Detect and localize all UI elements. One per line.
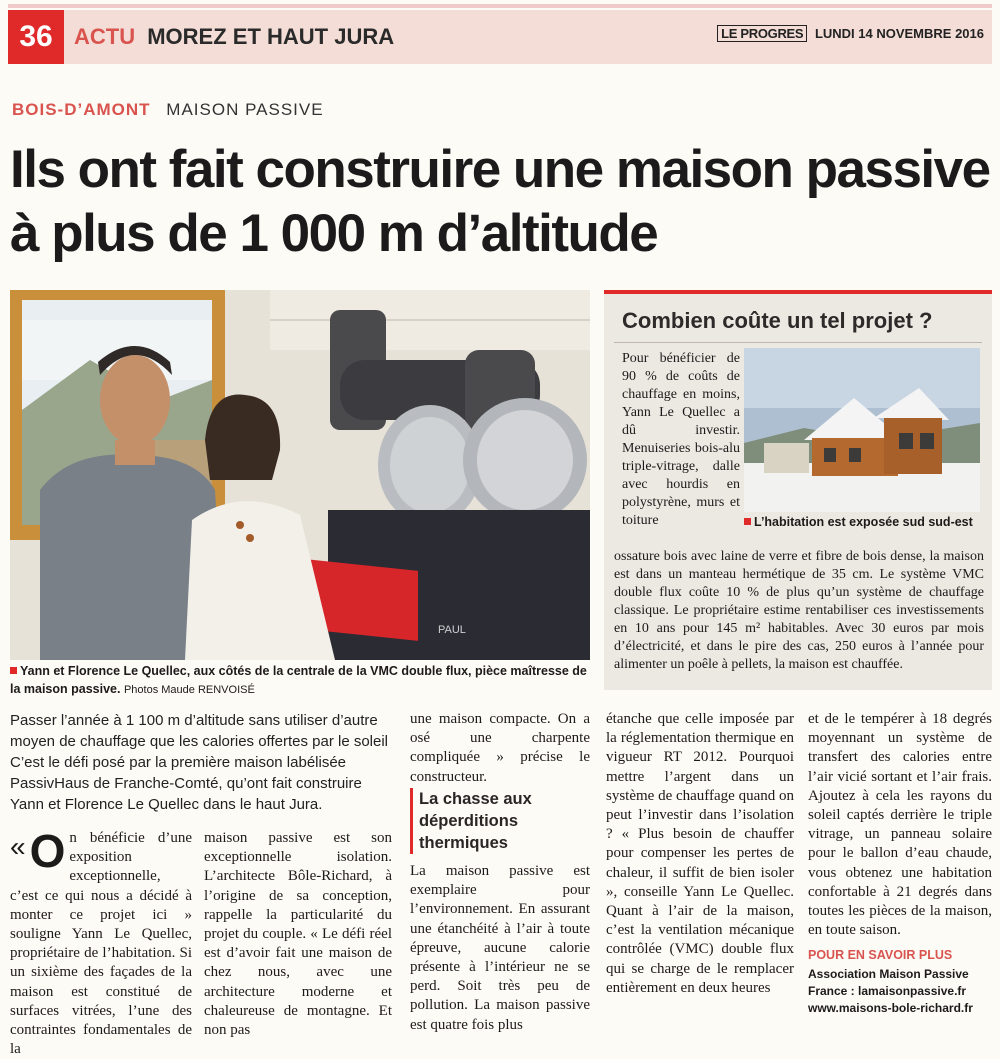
section-region: MOREZ ET HAUT JURA [147, 24, 395, 49]
more-info-line: Association Maison Passive [808, 967, 969, 981]
house-photo [744, 348, 980, 512]
header-top-rule [8, 4, 992, 8]
photo-credit: Photos Maude RENVOISÉ [123, 684, 255, 696]
kicker-place: BOIS-D’AMONT [12, 100, 151, 119]
house-caption-text: L’habitation est exposée sud sud-est [754, 515, 973, 529]
body-column-5: et de le tempérer à 18 degrés moyennant un système de transfert des calories entre l’air vicié sortant et l’air frais. Ajoutez à cela les rayons du soleil captés derrière le triple vitrage, un panneau solaire pour le ballon d’eau chaude, vous obtenez une habitation confortable à 21 degrés dans toutes les pièces de la maison, en toute saison. [808, 711, 992, 939]
article-intro: Passer l’année à 1 100 m d’altitude sans utiliser d’autre moyen de chauffage que les calories offertes par le soleil C’est le défi posé par la première maison labélisée PassivHaus de Franche-Comté, qu’ont fait construire Yann et Florence Le Quellec dans le haut Jura. [10, 712, 389, 813]
more-info-line: France : lamaisonpassive.fr [808, 984, 967, 998]
body-column-2: maison passive est son exceptionnelle isolation. L’architecte Bôle-Richard, à l’origine de sa conception, rappelle la particularité du projet du couple. « Le défi réel est d’avoir fait une maison de chez nous, avec une architecture moderne et chaleureuse de montagne. Et non pas [204, 830, 392, 1039]
section-title [74, 24, 394, 50]
house-illustration [744, 348, 980, 512]
more-info-line: www.maisons-bole-richard.fr [808, 1001, 973, 1015]
body-column-1 [10, 825, 192, 1059]
cost-sidebar [604, 290, 992, 690]
more-info-label: POUR EN SAVOIR PLUS [808, 948, 953, 962]
photo-illustration [10, 290, 590, 660]
caption-marker [10, 667, 17, 674]
more-info-links [808, 966, 998, 1017]
page-number: 36 [8, 10, 64, 64]
photo-caption [10, 662, 595, 699]
article-headline: Ils ont fait construire une maison passive à plus de 1 000 m d’altitude [10, 140, 990, 263]
main-photo [10, 290, 590, 660]
body-column-3b: La maison passive est exemplaire pour l’environnement. En assurant une étanchéité à l’air à toute épreuve, aucune calorie présente à l’intérieur ne se perd. Soit très peu de pollution. La maison passive est quatre fois plus [410, 863, 590, 1033]
publication-date: LUNDI 14 NOVEMBRE 2016 [814, 26, 984, 41]
vmc-brand: PAUL [438, 624, 466, 636]
section-rubric: ACTU [74, 24, 136, 49]
sidebar-text-top: Pour bénéficier de 90 % de coûts de chauffage en moins, Yann Le Quellec a dû investir. Menuiseries bois-alu triple-vitrage, dalle avec hourdis en polystyrène, murs et toiture [622, 351, 740, 528]
caption-text: Yann et Florence Le Quellec, aux côtés de la centrale de la VMC double flux, pièce maîtresse de la maison passive. [10, 664, 587, 696]
sidebar-text-bottom: ossature bois avec laine de verre et fibre de bois dense, la maison est dans un manteau hermétique de 35 cm. Le système VMC double flux coûte 10 % de plus qu’un système de chauffage classique. Le propriétaire estime rentabiliser ces investissements en 10 ans pour 145 m² habitables. Avec 30 euros par mois d’électricité, et dans le pire des cas, 250 euros à l’année pour alimenter un poêle à pellets, la maison est chauffée. [614, 549, 984, 672]
body-column-4: étanche que celle imposée par la réglementation thermique en vigueur RT 2012. Pourquoi mettre l’argent dans un système de chauffage quand on peut l’investir dans l’isolation ? « Plus besoin de chauffer pour compenser les pertes de chaleur, il suffit de bien isoler », conseille Yann Le Quellec. Quant à l’air de la maison, c’est la ventilation mécanique contrôlée (VMC) double flux qui se charge de le remplacer entièrement en deux heures [606, 711, 794, 996]
sidebar-title: Combien coûte un tel projet ? [622, 308, 933, 333]
opening-quote: « [10, 831, 26, 862]
newspaper-logo: LE PROGRES [717, 25, 807, 42]
kicker-topic: MAISON PASSIVE [166, 100, 324, 119]
drop-cap: O [29, 825, 66, 877]
house-caption-marker [744, 518, 751, 525]
article-kicker [12, 100, 324, 120]
column-1-text: n bénéficie d’une exposition exceptionnelle, c’est ce qui nous a décidé à monter ce projet ici » souligne Yann Le Quellec, propriétaire de l’habitation. Si un sixième des façades de la maison est constitué de surfaces vitrées, l’une des contraintes fondamentales de la [10, 830, 192, 1058]
intertitle: La chasse aux déperditions thermiques [410, 788, 590, 854]
masthead [717, 26, 984, 41]
body-column-3: une maison compacte. On a osé une charpente compliquée » précise le constructeur. [410, 711, 590, 785]
house-caption [744, 515, 984, 529]
sidebar-divider [614, 342, 982, 343]
